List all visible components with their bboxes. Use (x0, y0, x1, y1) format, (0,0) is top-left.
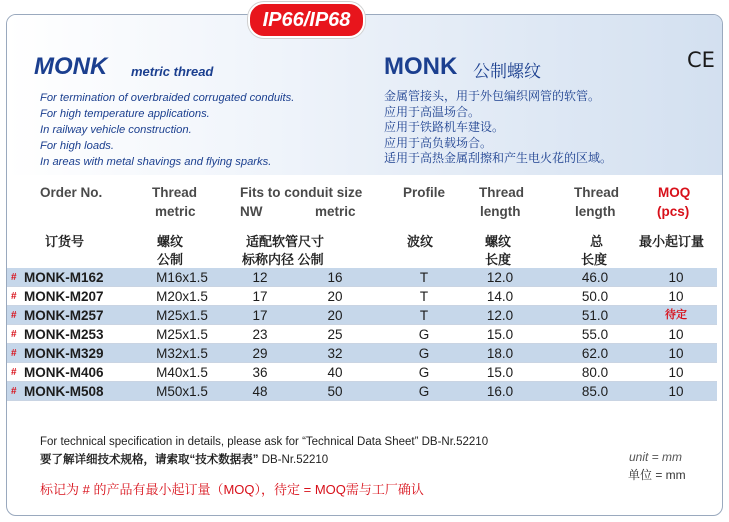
table-row (7, 363, 717, 382)
col-fits-nw: NW (240, 204, 263, 219)
col-thread-en: Thread (152, 185, 198, 200)
col-thread-zh1: 螺纹 (157, 234, 184, 249)
moq-value: 10 (668, 289, 684, 304)
order-number: MONK-M207 (24, 289, 104, 304)
col-fits-zh1: 适配软管尺寸 (246, 234, 325, 249)
conduit-metric: 20 (327, 289, 343, 304)
subtitle-en: metric thread (131, 64, 214, 79)
conduit-nw: 23 (252, 327, 268, 342)
thread-length: 14.0 (486, 289, 514, 304)
conduit-metric: 32 (327, 346, 343, 361)
conduit-nw: 48 (252, 384, 268, 399)
profile-type: G (418, 384, 430, 399)
unit-label-zh: 单位 = mm (628, 468, 686, 482)
col-thread-en2: metric (155, 204, 196, 219)
description-en (40, 90, 294, 170)
thread-length: 18.0 (486, 346, 514, 361)
conduit-metric: 20 (327, 308, 343, 323)
tech-spec-note-en: For technical specification in details, please ask for “Technical Data Sheet” DB-Nr.52210 (40, 436, 489, 448)
tech-spec-zh-text: 要了解详细技术规格，请索取“技术数据表” (40, 454, 259, 466)
conduit-nw: 36 (252, 365, 268, 380)
col-tlen-en2: length (480, 204, 521, 219)
thread-length: 12.0 (486, 270, 514, 285)
col-order-zh: 订货号 (45, 234, 85, 249)
profile-type: T (419, 308, 429, 323)
conduit-nw: 17 (252, 308, 268, 323)
moq-mark: # (11, 348, 17, 359)
brand-title-zh: MONK (384, 53, 458, 80)
table-row (7, 287, 717, 306)
col-thread-zh2: 公制 (157, 252, 184, 267)
conduit-metric: 25 (327, 327, 343, 342)
ip-rating-badge: IP66/IP68 (248, 2, 365, 38)
overall-length: 62.0 (581, 346, 609, 361)
col-fits-zh2: 标称内径 公制 (242, 252, 324, 267)
moq-mark: # (11, 310, 17, 321)
col-len-zh1: 总 (590, 234, 604, 249)
thread-size: M25x1.5 (156, 308, 208, 323)
description-line: For high temperature applications. (40, 108, 210, 120)
conduit-metric: 16 (327, 270, 343, 285)
tech-spec-zh-ref: DB-Nr.52210 (261, 454, 329, 466)
order-number: MONK-M406 (24, 365, 104, 380)
thread-size: M40x1.5 (156, 365, 208, 380)
col-tlen-zh2: 长度 (485, 252, 512, 267)
order-number: MONK-M162 (24, 270, 104, 285)
conduit-nw: 29 (252, 346, 268, 361)
col-len-en2: length (575, 204, 616, 219)
conduit-metric: 40 (327, 365, 343, 380)
table-row (7, 344, 717, 363)
moq-footnote: 标记为 # 的产品有最小起订量（MOQ），待定 = MOQ需与工厂确认 (40, 482, 424, 497)
moq-value: 10 (668, 365, 684, 380)
moq-mark: # (11, 291, 17, 302)
thread-size: M32x1.5 (156, 346, 208, 361)
col-moq-zh: 最小起订量 (639, 234, 705, 249)
thread-size: M16x1.5 (156, 270, 208, 285)
profile-type: G (418, 327, 430, 342)
description-line: For termination of overbraided corrugated conduits. (40, 92, 295, 104)
description-line: 应用于高温场合。 (384, 104, 481, 119)
ce-mark-icon: CE (687, 48, 715, 72)
thread-size: M50x1.5 (156, 384, 208, 399)
col-moq-en: MOQ (658, 185, 691, 200)
datasheet-frame (6, 14, 723, 516)
table-row (7, 382, 717, 401)
description-line: In railway vehicle construction. (40, 124, 192, 136)
description-line: 应用于铁路机车建设。 (384, 120, 505, 134)
moq-mark: # (11, 367, 17, 378)
thread-size: M25x1.5 (156, 327, 208, 342)
description-line: 应用于高负载场合。 (384, 135, 493, 150)
subtitle-zh: 公制螺纹 (473, 62, 541, 81)
profile-type: T (419, 289, 429, 304)
brand-title-en: MONK (34, 53, 108, 80)
conduit-nw: 12 (252, 270, 268, 285)
description-line: 适用于高热金属刮擦和产生电火花的区域。 (384, 151, 613, 165)
conduit-metric: 50 (327, 384, 343, 399)
moq-value: 10 (668, 327, 684, 342)
moq-value: 待定 (665, 309, 687, 321)
col-len-en: Thread (574, 185, 620, 200)
moq-value: 10 (668, 384, 684, 399)
moq-mark: # (11, 329, 17, 340)
overall-length: 51.0 (581, 308, 609, 323)
col-len-zh2: 长度 (581, 252, 608, 267)
col-moq-en2: (pcs) (657, 204, 690, 219)
order-number: MONK-M257 (24, 308, 104, 323)
profile-type: G (418, 346, 430, 361)
moq-mark: # (11, 386, 17, 397)
col-profile-zh: 波纹 (407, 234, 434, 249)
conduit-nw: 17 (252, 289, 268, 304)
description-zh (384, 89, 612, 167)
col-tlen-en: Thread (479, 185, 525, 200)
description-line: For high loads. (40, 140, 115, 152)
unit-label-en: unit = mm (629, 450, 683, 464)
profile-type: G (418, 365, 430, 380)
description-line: 金属管接头，用于外包编织网管的软管。 (384, 89, 601, 103)
profile-type: T (419, 270, 429, 285)
col-fits-metric: metric (315, 204, 356, 219)
order-number: MONK-M329 (24, 346, 104, 361)
thread-length: 12.0 (486, 308, 514, 323)
moq-mark: # (11, 272, 17, 283)
overall-length: 85.0 (581, 384, 609, 399)
col-profile-en: Profile (403, 185, 446, 200)
overall-length: 46.0 (581, 270, 609, 285)
table-row (7, 268, 717, 287)
overall-length: 50.0 (581, 289, 609, 304)
table-row (7, 325, 717, 344)
table-row (7, 306, 717, 325)
overall-length: 80.0 (581, 365, 609, 380)
thread-length: 15.0 (486, 327, 514, 342)
moq-value: 10 (668, 270, 684, 285)
order-number: MONK-M253 (24, 327, 104, 342)
tech-spec-note-zh (40, 451, 328, 467)
col-tlen-zh1: 螺纹 (485, 234, 512, 249)
thread-length: 16.0 (486, 384, 514, 399)
thread-length: 15.0 (486, 365, 514, 380)
col-order-en: Order No. (40, 185, 103, 200)
col-fits-en: Fits to conduit size (240, 185, 363, 200)
moq-value: 10 (668, 346, 684, 361)
thread-size: M20x1.5 (156, 289, 208, 304)
overall-length: 55.0 (581, 327, 609, 342)
description-line: In areas with metal shavings and flying sparks. (40, 156, 272, 168)
order-number: MONK-M508 (24, 384, 104, 399)
